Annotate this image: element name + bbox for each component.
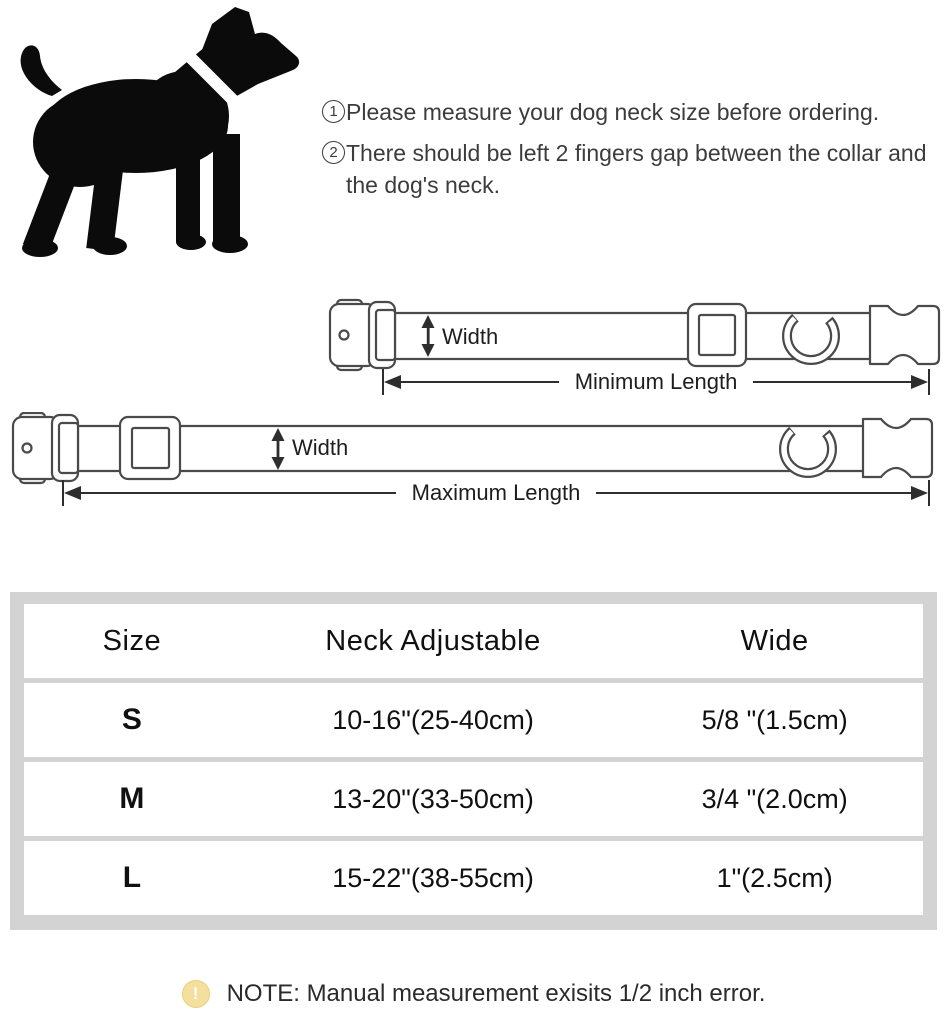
wide-value: 3/4 "(2.0cm) (701, 783, 848, 814)
circled-number-1-icon: 1 (322, 100, 345, 123)
collar-diagram-min (325, 298, 947, 374)
neck-value: 13-20"(33-50cm) (332, 783, 534, 814)
buckle-icon (330, 300, 395, 370)
arrow-left-icon (64, 486, 81, 500)
clip-icon (863, 419, 932, 477)
maximum-length-dimension (62, 479, 930, 507)
size-table (10, 592, 937, 930)
minimum-length-dimension (382, 368, 930, 396)
size-value: S (121, 703, 142, 736)
table-row-l (24, 841, 923, 915)
size-value: M (119, 782, 145, 815)
arrow-right-icon (911, 375, 928, 389)
circled-number-2-icon: 2 (322, 141, 345, 164)
size-value: L (122, 861, 142, 894)
arrow-right-icon (911, 486, 928, 500)
minimum-length-label: Minimum Length (574, 369, 738, 394)
instruction-text-1: Please measure your dog neck size before ordering. (346, 99, 880, 125)
note-text: NOTE: Manual measurement exisits 1/2 inch error. (226, 980, 766, 1007)
note (0, 980, 947, 1008)
width-label-min: Width (442, 324, 499, 349)
collar-diagram-max (8, 412, 940, 488)
slider-icon (688, 304, 746, 366)
instruction-item-2 (322, 137, 934, 201)
header-cell-size: Size (102, 624, 162, 657)
header-cell-wide: Wide (740, 624, 809, 657)
exclamation-icon: ! (182, 980, 210, 1008)
wide-value: 1"(2.5cm) (716, 862, 833, 893)
dog-silhouette (8, 4, 313, 266)
dimension-tick (928, 369, 930, 395)
buckle-icon (13, 413, 78, 483)
clip-icon (870, 306, 939, 364)
slider-icon (120, 417, 180, 479)
table-header-row (24, 604, 923, 678)
width-label-max: Width (292, 435, 349, 460)
dimension-tick (928, 480, 930, 506)
instruction-text-2: There should be left 2 fingers gap between the collar and the dog's neck. (346, 140, 927, 198)
instruction-item-1 (322, 96, 934, 128)
table-row-m (24, 762, 923, 836)
table-row-s (24, 683, 923, 757)
maximum-length-label: Maximum Length (411, 480, 581, 505)
neck-value: 15-22"(38-55cm) (332, 862, 534, 893)
wide-value: 5/8 "(1.5cm) (701, 704, 848, 735)
arrow-left-icon (384, 375, 401, 389)
header-cell-neck-adjustable: Neck Adjustable (325, 624, 541, 657)
neck-value: 10-16"(25-40cm) (332, 704, 534, 735)
instructions (322, 96, 934, 210)
